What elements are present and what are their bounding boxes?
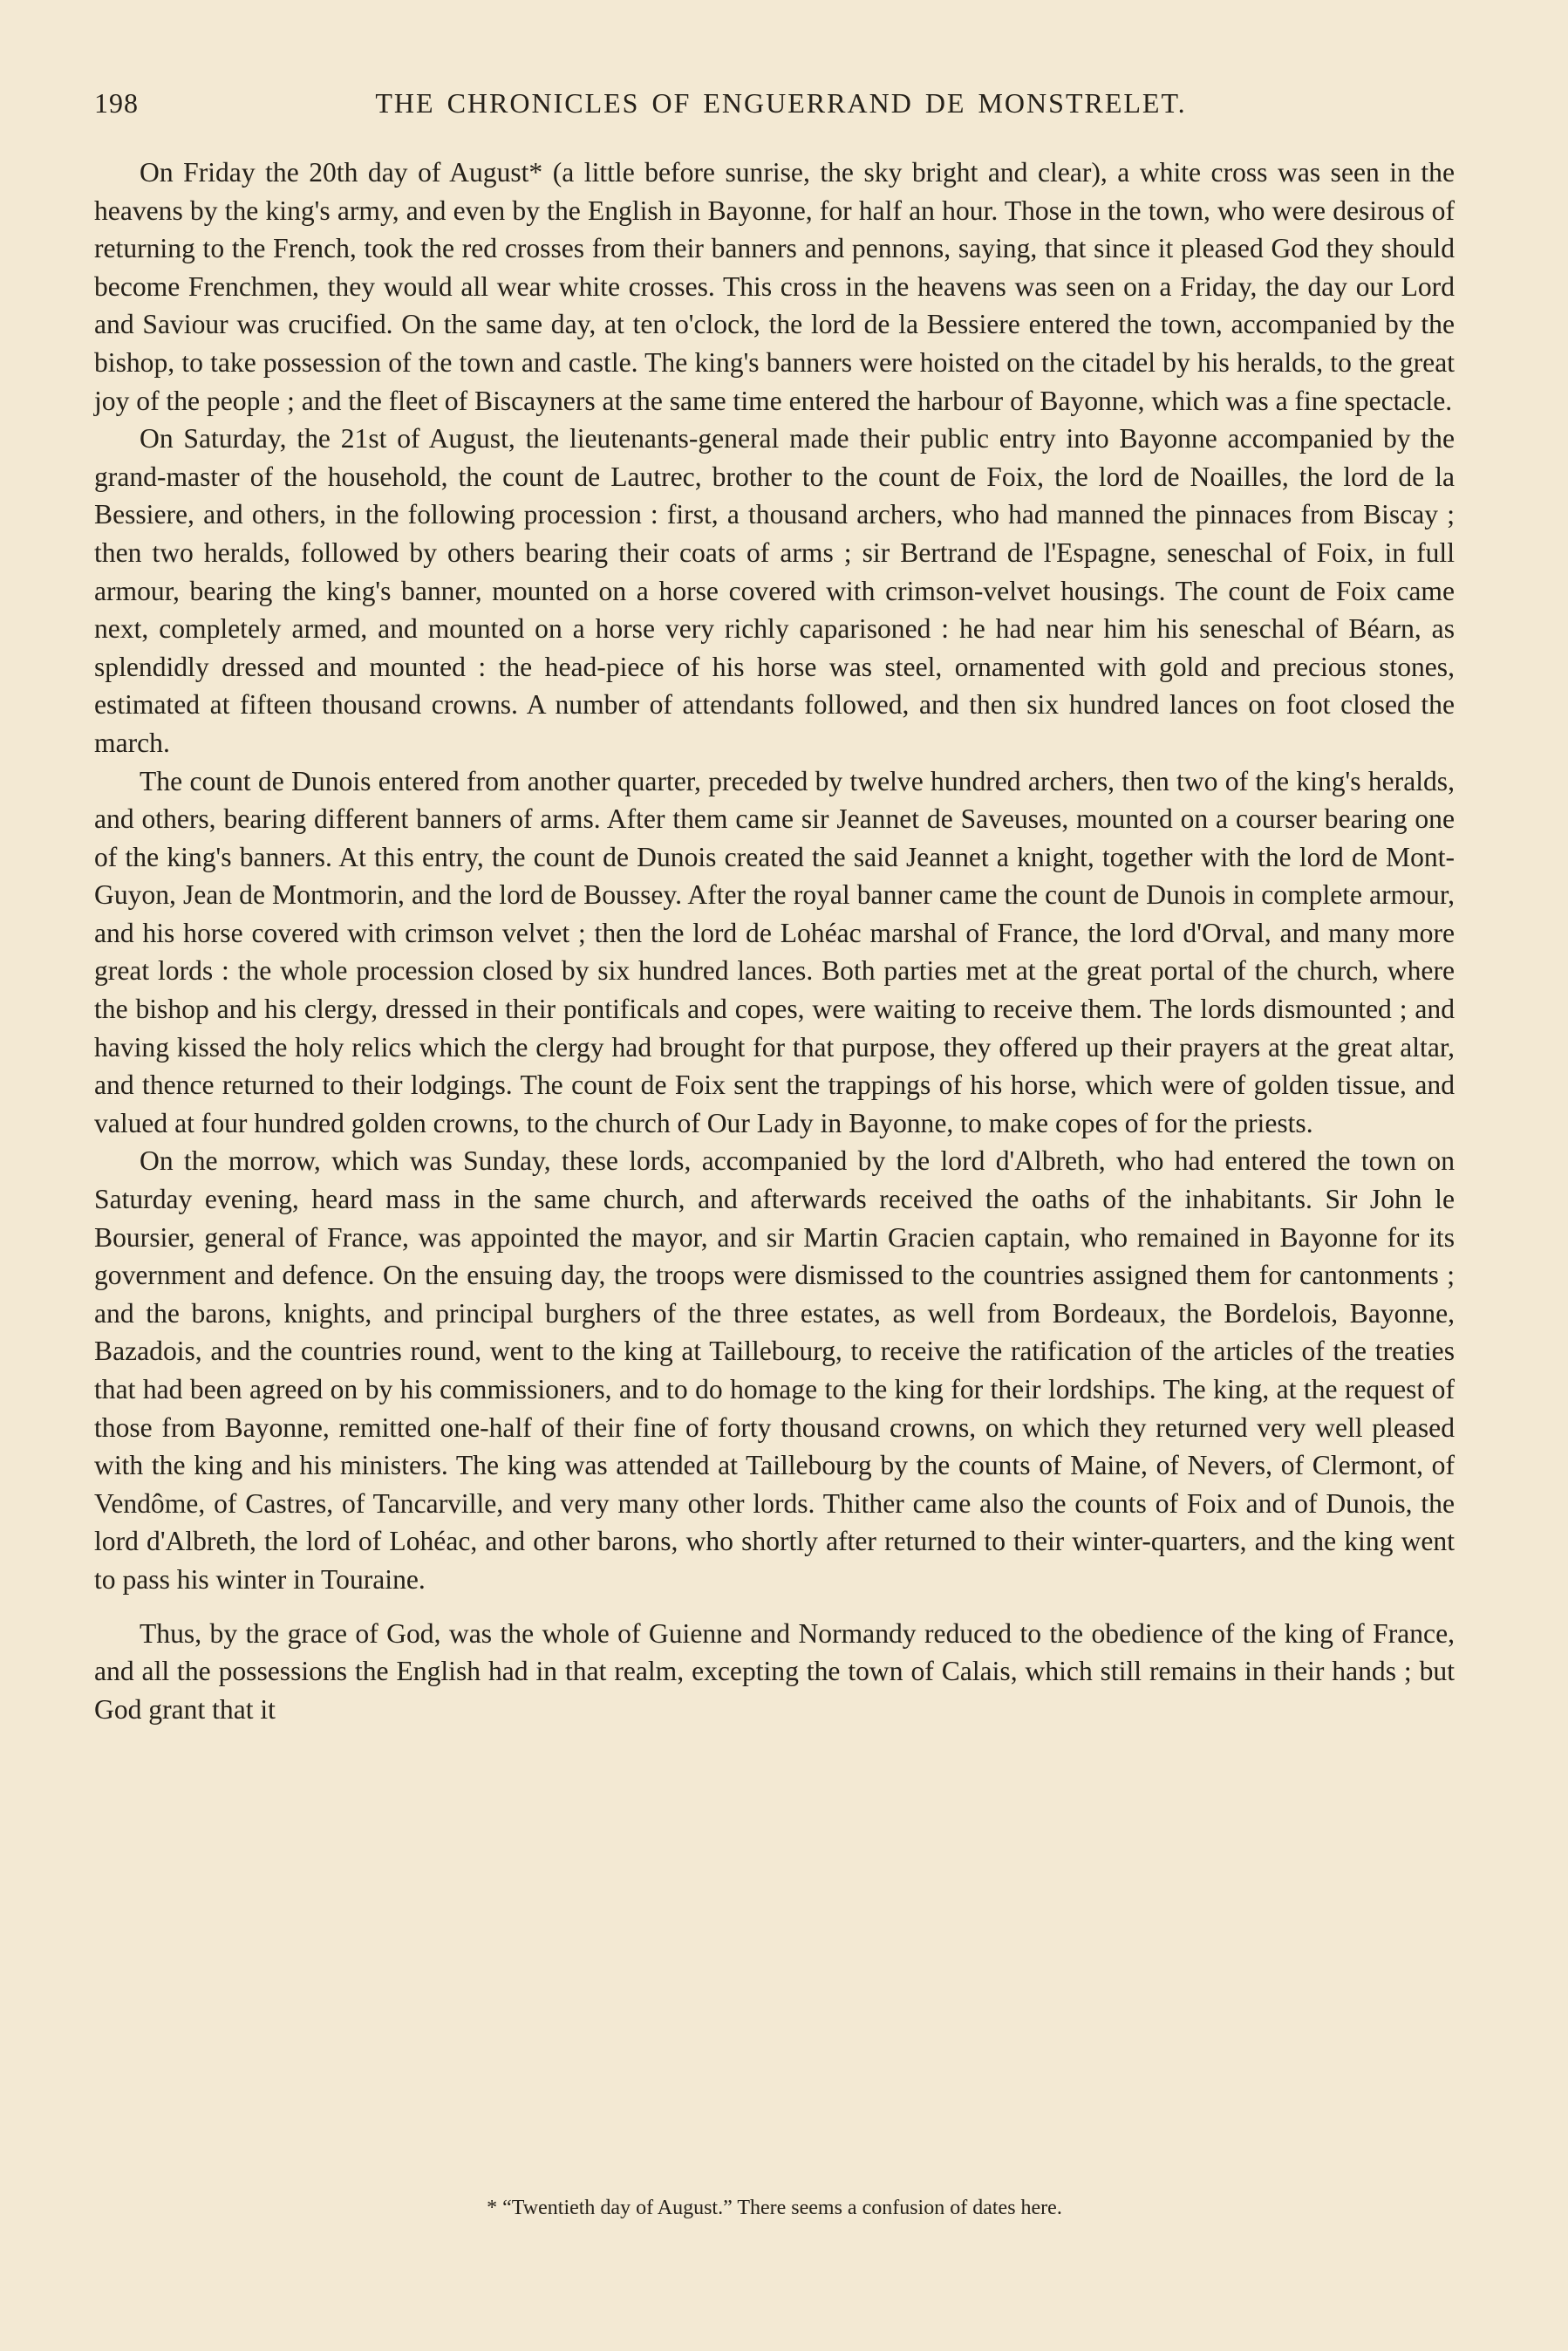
paragraph-dunois-entry: The count de Dunois entered from another quarter, preceded by twelve hundred archers, then two of the king's heralds, and others, bearing different banners of arms. After them came sir Jeannet de Saveuses, mounted on a courser bearing one of the king's banners. At this entry, the count de Dunois created the said Jeannet a knight, together with the lord de Mont-Guyon, Jean de Montmorin, and the lord de Boussey. After the royal banner came the count de Dunois in complete armour, and his horse covered with crimson velvet ; then the lord de Lohéac marshal of France, the lord d'Orval, and many more great lords : the whole procession closed by six hundred lances. Both parties met at the great portal of the church, where the bishop and his clergy, dressed in their pontificals and copes, were waiting to receive them. The lords dismounted ; and having kissed the holy relics which the clergy had brought for that purpose, they offered up their prayers at the great altar, and thence returned to their lodgings. The count de Foix sent the trappings of his horse, which were of golden tissue, and valued at four hundred golden crowns, to the church of Our Lady in Bayonne, to make copes of for the priests.: [94, 765, 1455, 1138]
paragraph-sunday-oaths: On the morrow, which was Sunday, these lords, accompanied by the lord d'Albreth, who had entered the town on Saturday evening, heard mass in the same church, and afterwards received the oaths of the inhabitants. Sir John le Boursier, general of France, was appointed the mayor, and sir Martin Gracien captain, who remained in Bayonne for its government and defence. On the ensuing day, the troops were dismissed to the countries assigned them for cantonments ; and the barons, knights, and principal burghers of the three estates, as well from Bordeaux, the Bordelois, Bayonne, Bazadois, and the countries round, went to the king at Taillebourg, to receive the ratification of the articles of the treaties that had been agreed on by his commissioners, and to do homage to the king for their lordships. The king, at the request of those from Bayonne, remitted one-half of their fine of forty thousand crowns, on which they returned very well pleased with the king and his ministers. The king was attended at Taillebourg by the counts of Maine, of Nevers, of Clermont, of Vendôme, of Castres, of Tancarville, and very many other lords. Thither came also the counts of Foix and of Dunois, the lord d'Albreth, the lord of Lohéac, and other barons, who shortly after returned to their winter-quarters, and the king went to pass his winter in Touraine.: [94, 1145, 1455, 1595]
body-text: [94, 154, 1455, 1728]
paragraph-white-cross: On Friday the 20th day of August* (a little before sunrise, the sky bright and clear), a white cross was seen in the heavens by the king's army, and even by the English in Bayonne, for half an hour. Those in the town, who were desirous of returning to the French, took the red crosses from their banners and pennons, saying, that since it pleased God they should become Frenchmen, they would all wear white crosses. This cross in the heavens was seen on a Friday, the day our Lord and Saviour was crucified. On the same day, at ten o'clock, the lord de la Bessiere entered the town, accompanied by the bishop, to take possession of the town and castle. The king's banners were hoisted on the citadel by his heralds, to the great joy of the people ; and the fleet of Biscayners at the same time entered the harbour of Bayonne, which was a fine spectacle.: [94, 157, 1455, 416]
paragraph-saturday-entry: On Saturday, the 21st of August, the lieutenants-general made their public entry into Bayonne accompanied by the grand-master of the household, the count de Lautrec, brother to the count de Foix, the lord de Noailles, the lord de la Bessiere, and others, in the following procession : first, a thousand archers, who had manned the pinnaces from Biscay ; then two heralds, followed by others bearing their coats of arms ; sir Bertrand de l'Espagne, seneschal of Foix, in full armour, bearing the king's banner, mounted on a horse covered with crimson-velvet housings. The count de Foix came next, completely armed, and mounted on a horse very richly caparisoned : he had near him his seneschal of Béarn, as splendidly dressed and mounted : the head-piece of his horse was steel, ornamented with gold and precious stones, estimated at fifteen thousand crowns. A number of attendants followed, and then six hundred lances on foot closed the march.: [94, 423, 1455, 758]
running-title: THE CHRONICLES OF ENGUERRAND DE MONSTRELET.: [375, 87, 1187, 119]
paragraph-guienne-reduced: Thus, by the grace of God, was the whole of Guienne and Normandy reduced to the obedience of the king of France, and all the possessions the English had in that realm, excepting the town of Calais, which still remains in their hands ; but God grant that it: [94, 1617, 1455, 1725]
footnote: * “Twentieth day of August.” There seems a confusion of dates here.: [487, 2197, 1062, 2219]
page-number: 198: [94, 87, 139, 119]
page-header: [94, 84, 1468, 133]
